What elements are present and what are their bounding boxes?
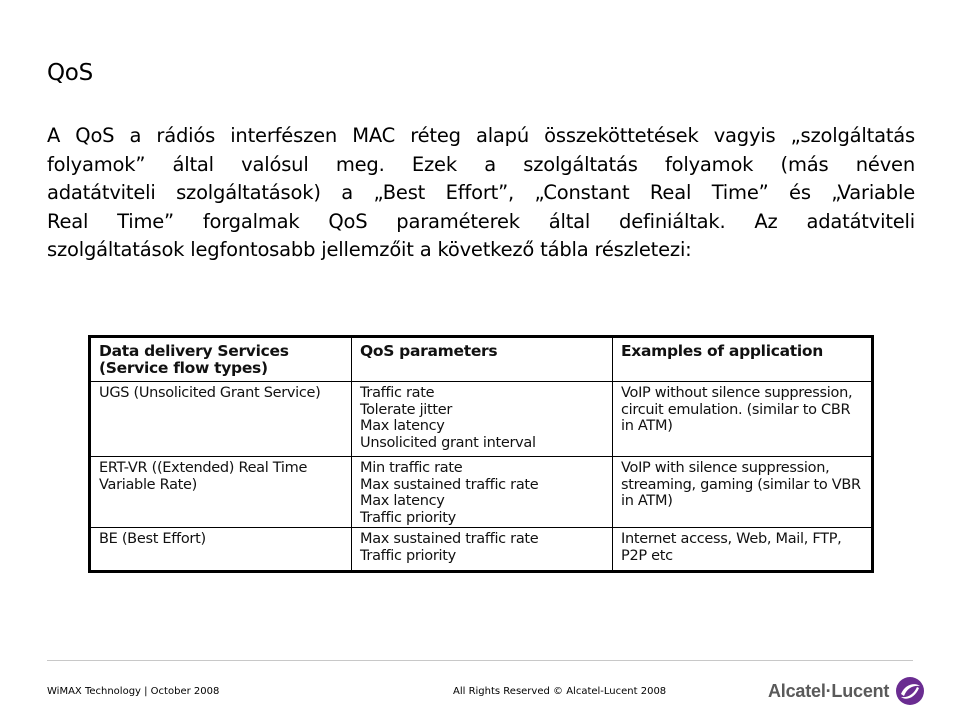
header-examples: Examples of application (613, 337, 873, 382)
paragraph-line: adatátviteli szolgáltatások) a „Best Effort”, „Constant Real Time” és „Variable (47, 181, 915, 204)
slide-paragraph (47, 122, 915, 265)
header-services: Data delivery Services (Service flow types) (90, 337, 352, 382)
examples-cell: VoIP with silence suppression, streaming, gaming (similar to VBR in ATM) (613, 457, 873, 528)
footer-divider (47, 660, 913, 661)
qos-cell: Max sustained traffic rate Traffic priority (352, 528, 613, 572)
paragraph-line: folyamok” által valósul meg. Ezek a szolgáltatás folyamok (más néven (47, 152, 915, 176)
service-cell: ERT-VR ((Extended) Real Time Variable Rate) (90, 457, 352, 528)
paragraph-line: szolgáltatások legfontosabb jellemzőit a következő tábla részletezi: (47, 238, 692, 261)
service-cell: UGS (Unsolicited Grant Service) (90, 382, 352, 457)
alcatel-lucent-swirl-icon (895, 676, 925, 706)
header-qos-parameters: QoS parameters (352, 337, 613, 382)
table-row (90, 382, 873, 457)
footer-left-text: WiMAX Technology | October 2008 (47, 686, 220, 697)
paragraph-line: Real Time” forgalmak QoS paraméterek által definiáltak. Az adatátviteli (47, 209, 915, 233)
examples-cell: Internet access, Web, Mail, FTP, P2P etc (613, 528, 873, 572)
slide-title: QoS (47, 60, 93, 86)
table-row (90, 457, 873, 528)
qos-cell: Traffic rate Tolerate jitter Max latency Unsolicited grant interval (352, 382, 613, 457)
qos-table (88, 335, 874, 573)
service-cell: BE (Best Effort) (90, 528, 352, 572)
qos-cell: Min traffic rate Max sustained traffic rate Max latency Traffic priority (352, 457, 613, 528)
paragraph-line: A QoS a rádiós interfészen MAC réteg alapú összeköttetések vagyis „szolgáltatás (47, 124, 915, 147)
logo-text: Alcatel·Lucent (768, 680, 890, 701)
examples-cell: VoIP without silence suppression, circuit emulation. (similar to CBR in ATM) (613, 382, 873, 457)
company-logo (768, 675, 925, 707)
table-header-row (90, 337, 873, 382)
footer-copyright: All Rights Reserved © Alcatel-Lucent 2008 (453, 686, 667, 697)
table-row (90, 528, 873, 572)
